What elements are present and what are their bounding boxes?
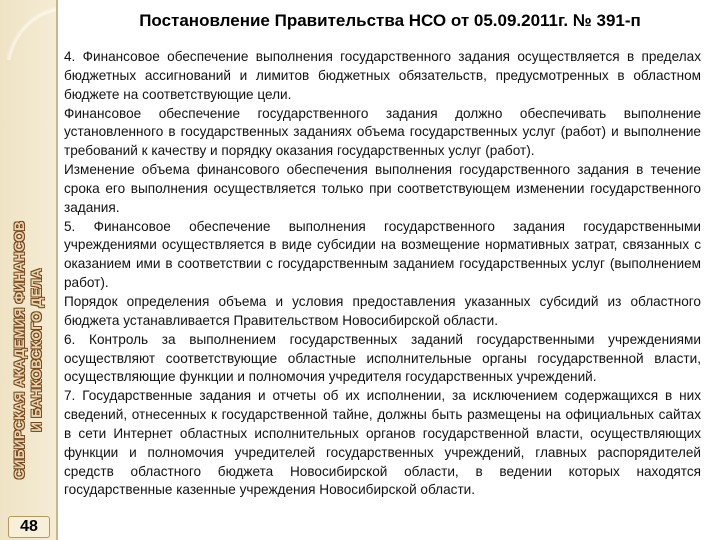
paragraph: 7. Государственные задания и отчеты об их исполнении, за исключением содержащихся в них сведений, отнесенных к государственной тайне, должны быть размещены на официальных сайтах в сети Интернет областных исполнительных органов государственной власти, осуществляющих функции и полномочия учредителей государственных учреждений, главных распорядителей средств областного бюджета Новосибирской области, в ведении которых находятся государственные казенные учреждения Новосибирской области. [64, 388, 701, 498]
academy-name-line2: И БАНКОВСКОГО ДЕЛА [29, 268, 44, 432]
academy-name-line1: СИБИРСКАЯ АКАДЕМИЯ ФИНАНСОВ [12, 220, 27, 480]
paragraph: 5. Финансовое обеспечение выполнения государственного задания государственными учреждениями осуществляется в виде субсидии на возмещение нормативных затрат, связанных с оказанием ими в соответствии с государственным заданием государственных услуг (выполнением работ). [64, 218, 701, 291]
page-title: Постановление Правительства НСО от 05.09.2011г. № 391-п [139, 11, 641, 30]
paragraph: Порядок определения объема и условия предоставления указанных субсидий из областного бюджета устанавливается Правительством Новосибирской области. [64, 293, 701, 328]
paragraph: 6. Контроль за выполнением государственных заданий государственными учреждениями осуществляют соответствующие областные исполнительные органы государственной власти, осуществляющие функции и полномочия учредителя государственных учреждений. [64, 331, 701, 385]
sidebar [0, 0, 58, 540]
document-body [64, 48, 701, 500]
academy-name [11, 221, 45, 479]
paragraph: Изменение объема финансового обеспечения выполнения государственного задания в течение срока его выполнения осуществляется только при соответствующем изменении государственного задания. [64, 162, 701, 215]
decorative-arc [0, 0, 56, 60]
paragraph: 4. Финансовое обеспечение выполнения государственного задания осуществляется в пределах бюджетных ассигнований и лимитов бюджетных обязательств, предусмотренных в областном бюджете на соответствующие цели. [64, 49, 701, 102]
page-number: 48 [8, 516, 50, 538]
paragraph: Финансовое обеспечение государственного задания должно обеспечивать выполнение установленного в государственных заданиях объема государственных услуг (работ) и выполнение требований к качеству и порядку оказания государственных услуг (работ). [64, 105, 701, 159]
